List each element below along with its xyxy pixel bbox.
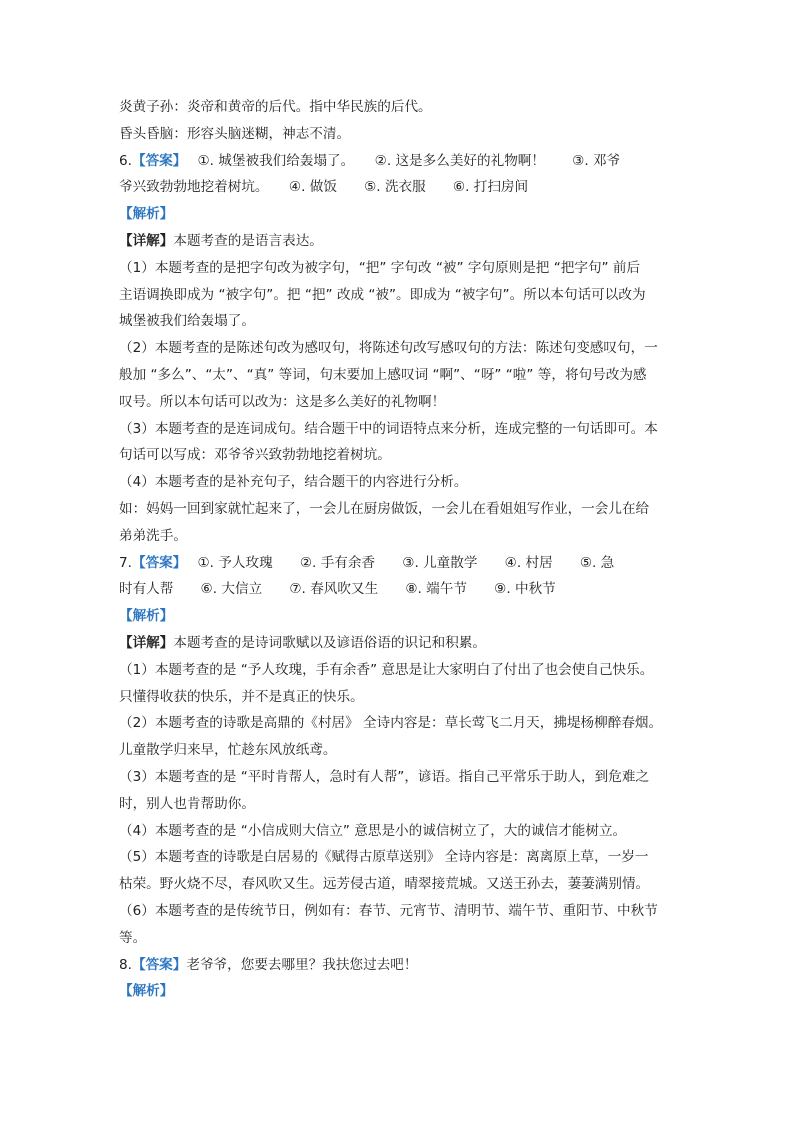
explanation-line	[119, 362, 682, 389]
explanation-line	[119, 335, 682, 362]
vocab-text: 炎黄子孙：炎帝和黄帝的后代。指中华民族的后代。	[119, 99, 432, 115]
analysis-heading	[119, 603, 682, 630]
explanation-text: （4）本题考查的是 “小信成则大信立” 意思是小的诚信树立了，大的诚信才能树立。	[119, 822, 627, 839]
explanation-text: （3）本题考查的是 “平时肯帮人，急时有人帮”，谚语。指自己平常乐于助人，到危难之	[119, 768, 650, 785]
answer-6-line	[119, 174, 682, 201]
explanation-line	[119, 469, 682, 496]
explanation-text: （2）本题考查的是陈述句改为感叹句，将陈述句改写感叹句的方法：陈述句变感叹句，一	[119, 340, 658, 357]
explanation-line	[119, 898, 682, 925]
detail-text: 本题考查的是诗词歌赋以及谚语俗语的识记和积累。	[173, 634, 487, 651]
analysis-tag: 【解析】	[119, 206, 174, 223]
vocab-text: 昏头昏脑：形容头脑迷糊，神志不清。	[119, 125, 351, 142]
explanation-text: 般加 “多么”、“太”、“真” 等词，句末要加上感叹词 “啊”、“呀” “啦” 等，将句号改为感	[119, 366, 647, 383]
answer-text: 老爷爷，您要去哪里？我扶您过去吧！	[186, 956, 418, 973]
explanation-line	[119, 844, 682, 871]
answer-text: ①. 城堡被我们给轰塌了。 ②. 这是多么美好的礼物啊！ ③. 邓爷	[179, 152, 621, 169]
explanation-line	[119, 818, 682, 845]
explanation-text: 叹号。所以本句话可以改为：这是多么美好的礼物啊！	[119, 393, 446, 410]
explanation-text: 句话可以写成：邓爷爷兴致勃勃地挖着树坑。	[119, 447, 391, 464]
explanation-line	[119, 496, 682, 523]
answer-text: 时有人帮 ⑥. 大信立 ⑦. 春风吹又生 ⑧. 端午节 ⑨. 中秋节	[119, 581, 556, 598]
analysis-heading	[119, 978, 682, 1005]
explanation-text: 时，别人也肯帮助你。	[119, 795, 255, 812]
question-number: 6.	[119, 152, 132, 169]
analysis-tag: 【解析】	[119, 608, 174, 625]
answer-text: ①. 予人玫瑰 ②. 手有余香 ③. 儿童散学 ④. 村居 ⑤. 急	[179, 554, 615, 571]
explanation-line	[119, 308, 682, 335]
explanation-line	[119, 416, 682, 443]
answer-tag: 【答案】	[131, 554, 180, 571]
question-number: 7.	[119, 554, 132, 571]
answer-text: 爷兴致勃勃地挖着树坑。 ④. 做饭 ⑤. 洗衣服 ⑥. 打扫房间	[119, 179, 529, 196]
explanation-line	[119, 657, 682, 684]
answer-7-line	[119, 550, 682, 577]
explanation-text: （1）本题考查的是 “予人玫瑰，手有余香” 意思是让大家明白了付出了也会使自己快乐。	[119, 661, 654, 678]
explanation-text: 枯荣。野火烧不尽，春风吹又生。远芳侵古道，晴翠接荒城。又送王孙去，萋萋满别情。	[119, 876, 650, 893]
explanation-line	[119, 523, 682, 550]
detail-line	[119, 228, 682, 255]
explanation-text: 儿童散学归来早，忙趁东风放纸鸢。	[119, 742, 337, 759]
explanation-line	[119, 737, 682, 764]
detail-tag: 【详解】	[119, 634, 174, 651]
explanation-text: （1）本题考查的是把字句改为被字句，“把” 字句改 “被” 字句原则是把 “把字句” 前后	[119, 259, 641, 276]
explanation-line	[119, 764, 682, 791]
explanation-line	[119, 389, 682, 416]
vocab-line	[119, 94, 682, 121]
question-number: 8.	[119, 956, 132, 973]
explanation-line	[119, 255, 682, 282]
explanation-text: （6）本题考查的是传统节日，例如有：春节、元宵节、清明节、端午节、重阳节、中秋节	[119, 902, 658, 919]
explanation-line	[119, 282, 682, 309]
answer-6-line	[119, 148, 682, 175]
explanation-line	[119, 710, 682, 737]
analysis-tag: 【解析】	[119, 983, 174, 1000]
explanation-text: （2）本题考查的诗歌是高鼎的《村居》 全诗内容是：草长莺飞二月天，拂堤杨柳醉春烟。	[119, 715, 663, 732]
vocab-line	[119, 121, 682, 148]
explanation-text: 主语调换即成为 “被字句”。把 “把” 改成 “被”。即成为 “被字句”。所以本句话可以改为	[119, 286, 646, 303]
explanation-text: 弟弟洗手。	[119, 527, 187, 544]
explanation-line	[119, 871, 682, 898]
detail-line	[119, 630, 682, 657]
explanation-text: 如：妈妈一回到家就忙起来了，一会儿在厨房做饭，一会儿在看姐姐写作业，一会儿在给	[119, 500, 650, 517]
analysis-heading	[119, 201, 682, 228]
detail-text: 本题考查的是语言表达。	[173, 232, 323, 249]
explanation-text: （4）本题考查的是补充句子，结合题干的内容进行分析。	[119, 474, 468, 491]
answer-tag: 【答案】	[131, 152, 180, 169]
answer-8-line	[119, 952, 682, 979]
answer-7-line	[119, 576, 682, 603]
explanation-text: 城堡被我们给轰塌了。	[119, 313, 255, 330]
explanation-text: （3）本题考查的是连词成句。结合题干中的词语特点来分析，连成完整的一句话即可。本	[119, 420, 658, 437]
explanation-line	[119, 925, 682, 952]
detail-tag: 【详解】	[119, 232, 174, 249]
explanation-line	[119, 791, 682, 818]
answer-tag: 【答案】	[131, 956, 187, 973]
explanation-line	[119, 442, 682, 469]
explanation-text: （5）本题考查的诗歌是白居易的《赋得古原草送别》 全诗内容是：离离原上草，一岁一	[119, 849, 649, 866]
explanation-line	[119, 684, 682, 711]
explanation-text: 只懂得收获的快乐，并不是真正的快乐。	[119, 688, 364, 705]
explanation-text: 等。	[119, 929, 147, 946]
